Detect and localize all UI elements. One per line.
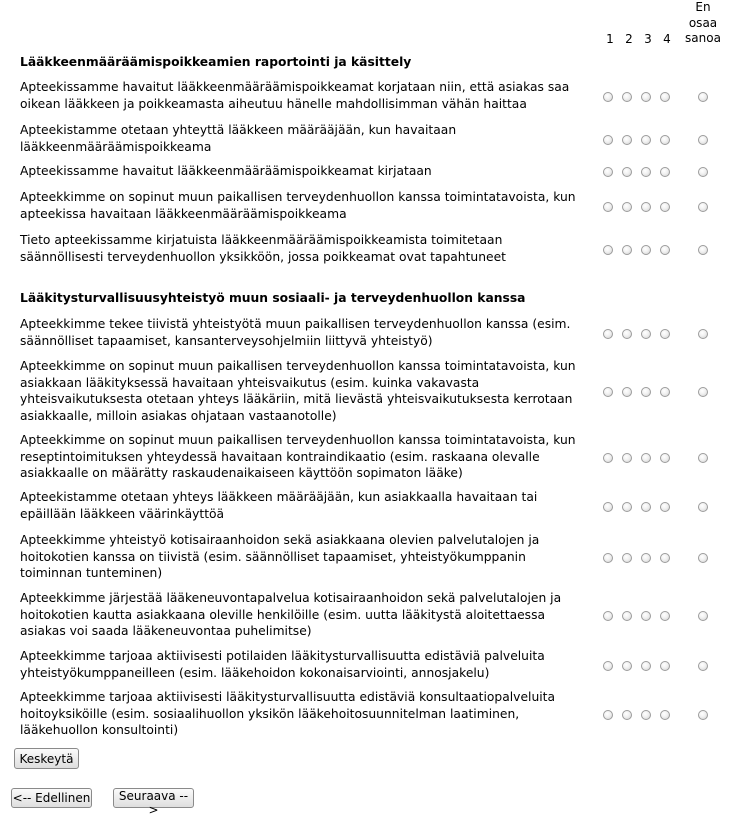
radio-option-3[interactable]: [641, 661, 651, 671]
question-text: [20, 489, 595, 522]
radio-option-dont-know[interactable]: [698, 502, 708, 512]
question-text-line: Apteekkimme on sopinut muun paikallisen terveydenhuollon kanssa toimintatavoista, kun: [20, 190, 576, 204]
question-text-line: hoitokotien kanssa on tiivistä (esim. säännölliset tapaamiset, yhteistyökumppanin: [20, 549, 526, 564]
scale-label-4: 4: [663, 32, 671, 46]
radio-option-4[interactable]: [660, 453, 670, 463]
radio-option-2[interactable]: [622, 167, 632, 177]
question-text-line: oikean lääkkeen ja poikkeamasta aiheutuu hänelle mahdollisimman vähän haittaa: [20, 96, 527, 111]
question-text-line: Apteekistamme otetaan yhteys lääkkeen määrääjään, kun asiakkaalla havaitaan tai: [20, 490, 538, 504]
question-text-line: asiakkaalle, milloin asiakas ohjataan vastaanotolle): [20, 408, 337, 423]
question-text-line: epäillään lääkkeen väärinkäyttöä: [20, 506, 225, 521]
dont-know-line-1: En: [695, 0, 711, 14]
radio-option-1[interactable]: [603, 167, 613, 177]
radio-option-dont-know[interactable]: [698, 611, 708, 621]
scale-label-1: 1: [606, 32, 614, 46]
question-text: [20, 432, 595, 482]
question-text-line: Apteekkimme tekee tiivistä yhteistyötä muun paikallisen terveydenhuollon kanssa (esim.: [20, 317, 571, 331]
radio-option-dont-know[interactable]: [698, 710, 708, 720]
radio-option-1[interactable]: [603, 553, 613, 563]
radio-option-1[interactable]: [603, 502, 613, 512]
radio-option-dont-know[interactable]: [698, 135, 708, 145]
radio-option-3[interactable]: [641, 135, 651, 145]
radio-option-dont-know[interactable]: [698, 167, 708, 177]
question-text: [20, 232, 595, 265]
radio-option-4[interactable]: [660, 553, 670, 563]
radio-option-dont-know[interactable]: [698, 245, 708, 255]
radio-option-4[interactable]: [660, 202, 670, 212]
radio-option-2[interactable]: [622, 502, 632, 512]
radio-option-1[interactable]: [603, 661, 613, 671]
question-text-line: Apteekkimme tarjoaa aktiivisesti lääkitysturvallisuutta edistäviä konsultaatiopalveluita: [20, 690, 556, 704]
question-text-line: hoitokotien kautta asiakkaana oleville henkilöille (esim. uutta lääkitystä aloitettaessa: [20, 607, 546, 622]
question-text: [20, 689, 595, 739]
question-text-line: reseptintoimituksen yhteydessä havaitaan kontraindikaatio (esim. raskaana olevalle: [20, 449, 540, 464]
radio-option-1[interactable]: [603, 611, 613, 621]
radio-option-4[interactable]: [660, 167, 670, 177]
radio-option-2[interactable]: [622, 202, 632, 212]
question-text: [20, 532, 595, 582]
question-text: [20, 316, 595, 349]
question-text-line: Apteekissamme havaitut lääkkeenmääräämispoikkeamat korjataan niin, että asiakas saa: [20, 80, 570, 94]
radio-option-4[interactable]: [660, 329, 670, 339]
radio-option-4[interactable]: [660, 92, 670, 102]
radio-option-1[interactable]: [603, 135, 613, 145]
question-text-line: asiakas voi saada lääkeneuvontaa puhelimitse): [20, 624, 312, 638]
scale-label-2: 2: [625, 32, 633, 46]
radio-option-2[interactable]: [622, 245, 632, 255]
question-text-line: säännölliset tapaamiset, kansanterveysohjelmiin liittyvä yhteistyö): [20, 333, 433, 348]
radio-option-2[interactable]: [622, 710, 632, 720]
radio-option-3[interactable]: [641, 92, 651, 102]
radio-option-dont-know[interactable]: [698, 661, 708, 671]
dont-know-label: [678, 0, 728, 47]
radio-option-3[interactable]: [641, 167, 651, 177]
radio-option-1[interactable]: [603, 387, 613, 397]
question-text-line: Apteekkimme järjestää lääkeneuvontapalvelua kotisairaanhoidon sekä palvelutalojen ja: [20, 591, 562, 605]
question-text-line: Tieto apteekissamme kirjatuista lääkkeenmääräämispoikkeamista toimitetaan: [20, 233, 503, 247]
radio-option-2[interactable]: [622, 453, 632, 463]
radio-option-1[interactable]: [603, 453, 613, 463]
radio-option-dont-know[interactable]: [698, 553, 708, 563]
radio-option-4[interactable]: [660, 387, 670, 397]
question-text-line: toiminnan tunteminen): [20, 566, 163, 580]
radio-option-1[interactable]: [603, 92, 613, 102]
radio-option-2[interactable]: [622, 553, 632, 563]
section-title-prescribing-deviations: Lääkkeenmääräämispoikkeamien raportointi ja käsittely: [20, 55, 412, 69]
radio-option-4[interactable]: [660, 611, 670, 621]
question-text-line: apteekissa havaitaan lääkkeenmääräämispoikkeama: [20, 206, 347, 221]
radio-option-2[interactable]: [622, 135, 632, 145]
radio-option-1[interactable]: [603, 202, 613, 212]
radio-option-4[interactable]: [660, 135, 670, 145]
question-text-line: hoitoyksiköille (esim. sosiaalihuollon yksikön lääkehoitosuunnitelman laatiminen,: [20, 706, 520, 721]
question-text: [20, 358, 595, 424]
question-text: [20, 189, 595, 222]
question-text-line: Apteekistamme otetaan yhteyttä lääkkeen määrääjään, kun havaitaan: [20, 123, 457, 137]
radio-option-dont-know[interactable]: [698, 453, 708, 463]
radio-option-4[interactable]: [660, 661, 670, 671]
radio-option-3[interactable]: [641, 710, 651, 720]
radio-option-2[interactable]: [622, 611, 632, 621]
radio-option-1[interactable]: [603, 710, 613, 720]
question-text-line: yhteisvaikutuksesta otetaan yhteys lääkäriin, mitä lievästä yhteisvaikutuksesta kerrotaan: [20, 392, 573, 406]
question-text: [20, 648, 595, 681]
radio-option-2[interactable]: [622, 661, 632, 671]
question-text-line: Apteekissamme havaitut lääkkeenmääräämispoikkeamat kirjataan: [20, 164, 432, 178]
question-text-line: Apteekkimme on sopinut muun paikallisen terveydenhuollon kanssa toimintatavoista, kun: [20, 359, 576, 373]
question-text-line: asiakkaalle on määrätty raskaudenaikaiseen käyttöön sopimaton lääke): [20, 466, 463, 480]
radio-option-3[interactable]: [641, 453, 651, 463]
radio-option-1[interactable]: [603, 245, 613, 255]
radio-option-1[interactable]: [603, 329, 613, 339]
dont-know-line-2: osaa: [688, 15, 718, 30]
radio-option-2[interactable]: [622, 92, 632, 102]
previous-button[interactable]: <-- Edellinen: [11, 788, 92, 808]
radio-option-dont-know[interactable]: [698, 92, 708, 102]
question-text-line: Apteekkimme on sopinut muun paikallisen terveydenhuollon kanssa toimintatavoista, kun: [20, 433, 576, 447]
radio-option-3[interactable]: [641, 202, 651, 212]
radio-option-3[interactable]: [641, 387, 651, 397]
suspend-button[interactable]: Keskeytä: [14, 748, 79, 769]
radio-option-4[interactable]: [660, 245, 670, 255]
radio-option-3[interactable]: [641, 553, 651, 563]
question-text: [20, 590, 595, 640]
radio-option-2[interactable]: [622, 387, 632, 397]
radio-option-2[interactable]: [622, 329, 632, 339]
radio-option-dont-know[interactable]: [698, 329, 708, 339]
question-text-line: Apteekkimme tarjoaa aktiivisesti potilaiden lääkitysturvallisuutta edistäviä palveluita: [20, 649, 545, 663]
next-button[interactable]: Seuraava -->: [113, 788, 194, 808]
radio-option-4[interactable]: [660, 502, 670, 512]
radio-option-dont-know[interactable]: [698, 202, 708, 212]
question-text: [20, 79, 595, 112]
radio-option-3[interactable]: [641, 329, 651, 339]
radio-option-4[interactable]: [660, 710, 670, 720]
radio-option-3[interactable]: [641, 245, 651, 255]
radio-option-3[interactable]: [641, 502, 651, 512]
radio-option-3[interactable]: [641, 611, 651, 621]
question-text-line: säännöllisesti terveydenhuollon yksikköön, jossa poikkeamat ovat tapahtuneet: [20, 249, 506, 264]
question-text-line: lääkehuollon konsultointi): [20, 723, 179, 737]
question-text-line: Apteekkimme yhteistyö kotisairaanhoidon sekä asiakkaana olevien palvelutalojen ja: [20, 533, 540, 547]
dont-know-line-3: sanoa: [685, 31, 721, 45]
question-text: [20, 122, 595, 155]
question-text: [20, 163, 595, 180]
question-text-line: lääkkeenmääräämispoikkeama: [20, 139, 212, 154]
question-text-line: yhteistyökumppaneilleen (esim. lääkehoidon kokonaisarviointi, annosjakelu): [20, 665, 490, 680]
section-title-medication-safety-cooperation: Lääkitysturvallisuusyhteistyö muun sosiaali- ja terveydenhuollon kanssa: [20, 291, 526, 305]
radio-option-dont-know[interactable]: [698, 387, 708, 397]
question-text-line: asiakkaan lääkityksessä havaitaan yhteisvaikutus (esim. kuinka vakavasta: [20, 375, 480, 390]
scale-label-3: 3: [644, 32, 652, 46]
